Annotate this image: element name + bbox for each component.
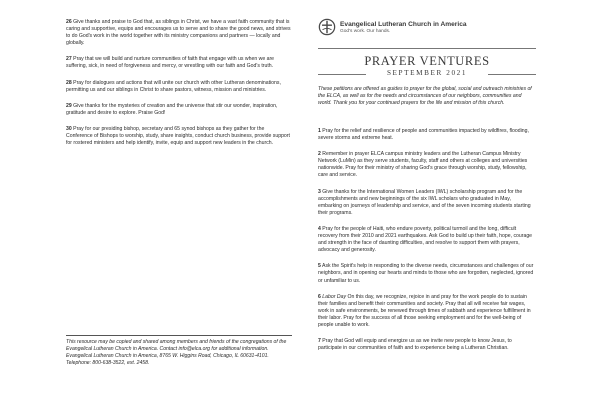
page-title: PRAYER VENTURES [364, 54, 490, 68]
org-name: Evangelical Lutheran Church in America [340, 21, 467, 28]
petition-26: 26 Give thanks and praise to God that, as siblings in Christ, we have a vast faith community that is caring and supportive, equips and encourages us to serve and to share the good news, and strives to do God's work in the world together with its ministry companions and partners — locally and globally. [66, 19, 291, 47]
petition-27: 27 Pray that we will build and nurture communities of faith that engage with us when we are suffering, sick, in need of forgiveness and mercy, or wrestling with our faith and God's truth. [66, 56, 275, 70]
petition-7: 7 Pray that God will equip and energize us as we invite new people to know Jesus, to participate in our communities of faith and to experience being a Lutheran Christian. [318, 338, 512, 352]
petition-29: 29 Give thanks for the mysteries of creation and the universe that stir our wonder, inspiration, gratitude and desire to explore. Praise God! [66, 102, 278, 116]
petition-6: 6 Labor Day On this day, we recognize, rejoice in and pray for the work people do to sustain their families and benefit their communities and society. Pray that all will receive fair wages, work in safe environments, be renewed through times of sabbath and experience fulfillment in their labor. Pray for the success of all those seeking employment and for the well-being of people unable to work. [318, 293, 531, 328]
intro-text: These petitions are offered as guides to prayer for the global, social and outreach ministries of the ELCA, as well as for the needs and circumstances of our neighbors, communities and world. Thank you for your continued prayers for the life and mission of this church. [318, 86, 532, 107]
elca-cross-icon [318, 18, 336, 36]
petition-3: 3 Give thanks for the International Women Leaders (IWL) scholarship program and for the accomplishments and new beginnings of the six IWL scholars who graduated in May, embarking on journeys of leadership and service, and of the seven incoming students starting their programs. [318, 188, 531, 216]
petition-2: 2 Remember in prayer ELCA campus ministry leaders and the Lutheran Campus Ministry Network (LuMin) as they serve students, faculty, staff and others at colleges and universities nationwide. Pray for their ministry of sharing God's grace through worship, study, fellowship, care and service. [318, 151, 528, 179]
copyright-footer: This resource may be copied and shared among members and friends of the congregations of the Evangelical Lutheran Church in America. Contact info@elca.org for additional information. Evangelical Lutheran Church in America, 8765 W. Higgins Road, Chicago, IL 60631-4101. Telephone: 800-638-3522, ext. 2458. [66, 339, 287, 366]
subtitle-rule-right [488, 74, 536, 75]
petition-5: 5 Ask the Spirit's help in responding to the diverse needs, circumstances and challenges of our neighbors, and in opening our hearts and minds to those who are forgotten, neglected, ignored or unfamiliar to us. [318, 263, 534, 284]
header-divider [318, 48, 536, 49]
petition-28: 28 Pray for dialogues and actions that will unite our church with other Lutheran denominations, permitting us and our siblings in Christ to share pastors, witness, mission and ministries. [66, 79, 281, 93]
left-petitions [66, 19, 292, 156]
page-subtitle: SEPTEMBER 2021 [386, 69, 468, 77]
petition-4: 4 Pray for the people of Haiti, who endure poverty, political turmoil and the long, difficult recovery from their 2010 and 2021 earthquakes. Ask God to build up their faith, hope, courage and strength in the face of daunting difficulties, and resolve to support them with prayers, advocacy and generosity. [318, 225, 533, 254]
elca-logo [318, 18, 518, 42]
footer-divider [66, 335, 292, 336]
petition-30: 30 Pray for our presiding bishop, secretary and 65 synod bishops as they gather for the Conference of Bishops to worship, study, share insights, conduct church business, provide support for rostered ministers and help identify, invite, equip and support new leaders in the church. [66, 125, 290, 147]
org-tagline: God's work. Our hands. [340, 29, 391, 34]
petition-1: 1 Pray for the relief and resilience of people and communities impacted by wildfires, flooding, severe storms and extreme heat. [318, 128, 529, 142]
